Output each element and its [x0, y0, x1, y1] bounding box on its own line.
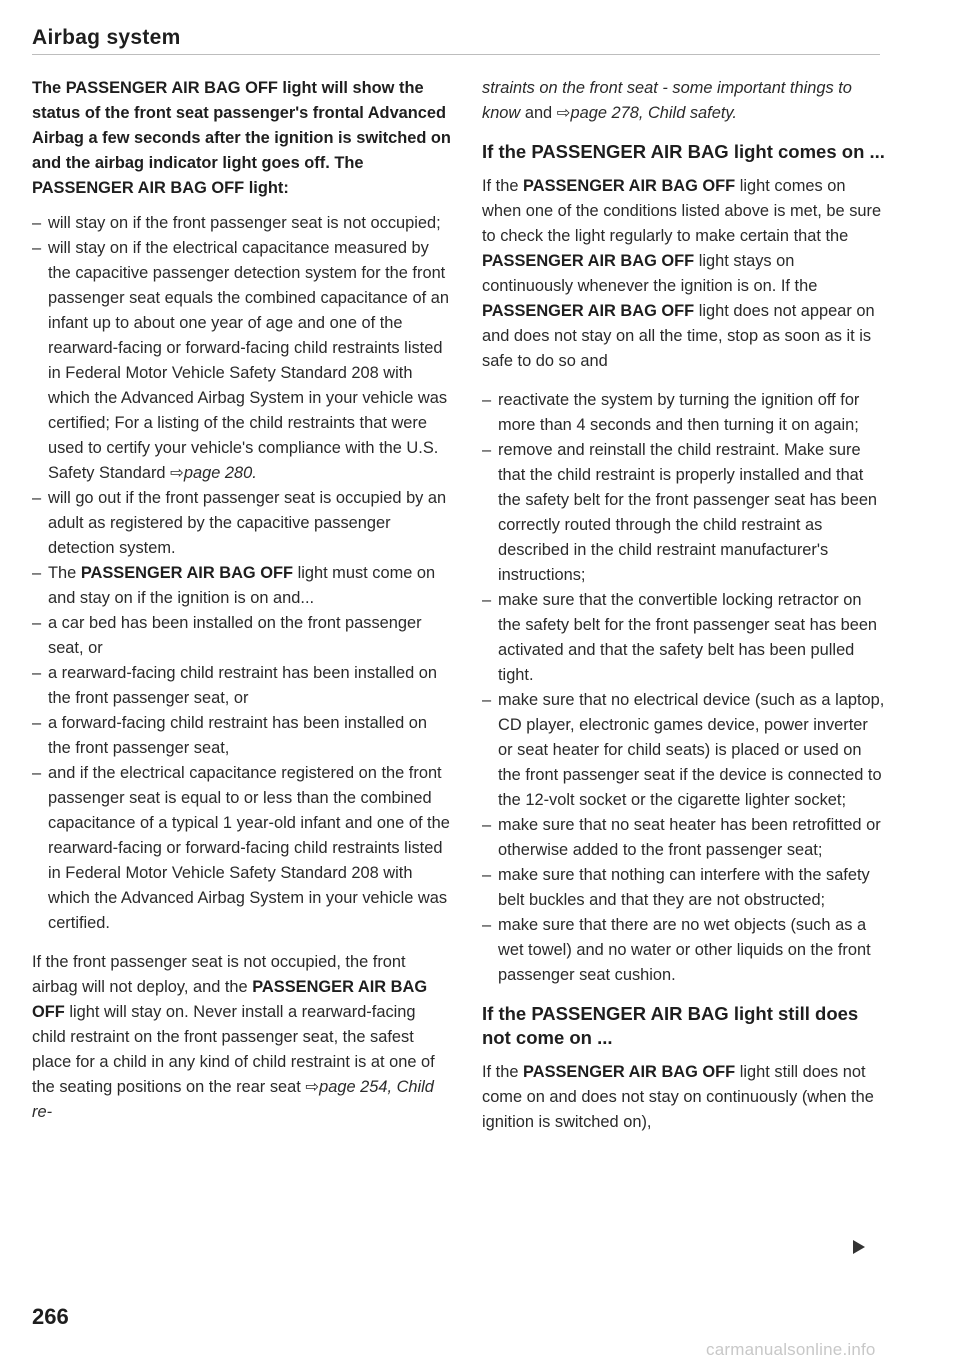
watermark: carmanualsonline.info: [706, 1340, 876, 1359]
reference-arrow-icon: ⇨: [556, 104, 571, 122]
list-item: – a car bed has been installed on the front passenger seat, or: [32, 611, 452, 661]
list-item: [32, 236, 452, 486]
body-text: light does not appear on and does not stay on all the time, stop as soon as it is safe to do so and: [482, 302, 875, 370]
action-list: [482, 388, 886, 988]
continued-paragraph: [482, 76, 886, 126]
body-text: If the: [482, 1063, 519, 1081]
reference-text: page 280.: [183, 464, 257, 482]
bold-term: PASSENGER AIR BAG OFF: [482, 302, 695, 320]
reference-arrow-icon: ⇨: [170, 464, 184, 482]
list-item: – make sure that nothing can interfere with the safety belt buckles and that they are not obstructed;: [482, 863, 886, 913]
bold-term: PASSENGER AIR BAG OFF: [523, 1063, 736, 1081]
list-item-text: light must come on and stay on if the ignition is on and...: [48, 564, 436, 607]
page-reference-link[interactable]: [557, 104, 737, 122]
body-text: If the front passenger seat is not occupied, the front airbag will not deploy, and the: [32, 953, 406, 996]
left-column: [32, 76, 452, 1139]
reference-arrow-icon: ⇨: [305, 1078, 320, 1096]
subheading-light-comes-on: If the PASSENGER AIR BAG light comes on ...: [482, 141, 885, 162]
list-item: – a rearward-facing child restraint has been installed on the front passenger seat, or: [32, 661, 452, 711]
list-item: – make sure that there are no wet objects (such as a wet towel) and no water or other liquids on the front passenger seat cushion.: [482, 913, 886, 988]
page-header: [32, 26, 880, 50]
bold-term: PASSENGER AIR BAG OFF: [482, 252, 695, 270]
page-reference-link[interactable]: [170, 464, 257, 482]
intro-paragraph: The PASSENGER AIR BAG OFF light will show the status of the front seat passenger's frontal Advanced Airbag a few seconds after the ignition is switched on and the airbag indicator light goes off. The PASSENGER AIR BAG OFF light:: [32, 79, 451, 197]
list-item: – will go out if the front passenger seat is occupied by an adult as registered by the capacitive passenger detection system.: [32, 486, 452, 561]
list-item: – will stay on if the front passenger seat is not occupied;: [32, 211, 452, 236]
section-title: Airbag system: [32, 26, 181, 49]
continued-arrow-icon: [853, 1240, 865, 1254]
list-item-text: will stay on if the electrical capacitance measured by the capacitive passenger detection system for the front passenger seat equals the combined capacitance of an infant up to about one year of age and one of the rearward-facing or forward-facing child restraints listed in Federal Motor Vehicle Safety Standard 208 with which the Advanced Airbag System in your vehicle was certified; For a listing of the child restraints that were used to certify your vehicle's compliance with the U.S. Safety Standard: [48, 239, 449, 482]
list-item: – make sure that the convertible locking retractor on the safety belt for the front passenger seat has been activated and that the safety belt has been pulled tight.: [482, 588, 886, 688]
reference-text: straints on the front seat - some important things to know: [482, 79, 852, 122]
reference-text: page 254, Child re-: [32, 1078, 434, 1121]
list-item: – make sure that no seat heater has been retrofitted or otherwise added to the front passenger seat;: [482, 813, 886, 863]
list-item: – reactivate the system by turning the ignition off for more than 4 seconds and then turning it on again;: [482, 388, 886, 438]
list-item: – a forward-facing child restraint has been installed on the front passenger seat,: [32, 711, 452, 761]
body-text: light still does not come on and does not stay on continuously (when the ignition is switched on),: [482, 1063, 874, 1131]
body-text: light will stay on. Never install a rearward-facing child restraint on the front passenger seat, the safest place for a child in any kind of child restraint is at one of the seating positions on the rear seat: [32, 1003, 435, 1096]
list-item-text: The: [48, 564, 77, 582]
bold-term: PASSENGER AIR BAG OFF: [523, 177, 736, 195]
status-list: [32, 211, 452, 936]
list-item: – remove and reinstall the child restraint. Make sure that the child restraint is properly installed and that the safety belt for the front passenger seat has been correctly routed through the child restraint as described in the child restraint manufacturer's instructions;: [482, 438, 886, 588]
list-item: – make sure that no electrical device (such as a laptop, CD player, electronic games device, power inverter or seat heater for child seats) is placed or used on the front passenger seat if the device is connected to the 12-volt socket or the cigarette lighter socket;: [482, 688, 886, 813]
header-divider: [32, 54, 880, 55]
body-text: light comes on when one of the conditions listed above is met, be sure to check the light regularly to make certain that the: [482, 177, 882, 245]
bold-term: PASSENGER AIR BAG OFF: [80, 564, 293, 582]
reference-text: page 278, Child safety.: [570, 104, 737, 122]
subheading-light-not-on: If the PASSENGER AIR BAG light still does not come on ...: [482, 1003, 859, 1048]
body-text: If the: [482, 177, 519, 195]
body-paragraph: [32, 950, 452, 1125]
list-item: [32, 561, 452, 611]
list-item: – and if the electrical capacitance registered on the front passenger seat is equal to or less than the combined capacitance of a typical 1 year-old infant and one of the rearward-facing or forward-facing child restraints listed in Federal Motor Vehicle Safety Standard 208 with which the Advanced Airbag System in your vehicle was certified.: [32, 761, 452, 936]
bold-term: PASSENGER AIR BAG OFF: [32, 978, 428, 1021]
body-text: and: [524, 104, 553, 122]
body-paragraph: [482, 174, 886, 374]
right-column: [482, 76, 886, 1149]
page-number: 266: [32, 1304, 69, 1329]
body-text: light stays on continuously whenever the ignition is on. If the: [482, 252, 818, 295]
body-paragraph: [482, 1060, 886, 1135]
